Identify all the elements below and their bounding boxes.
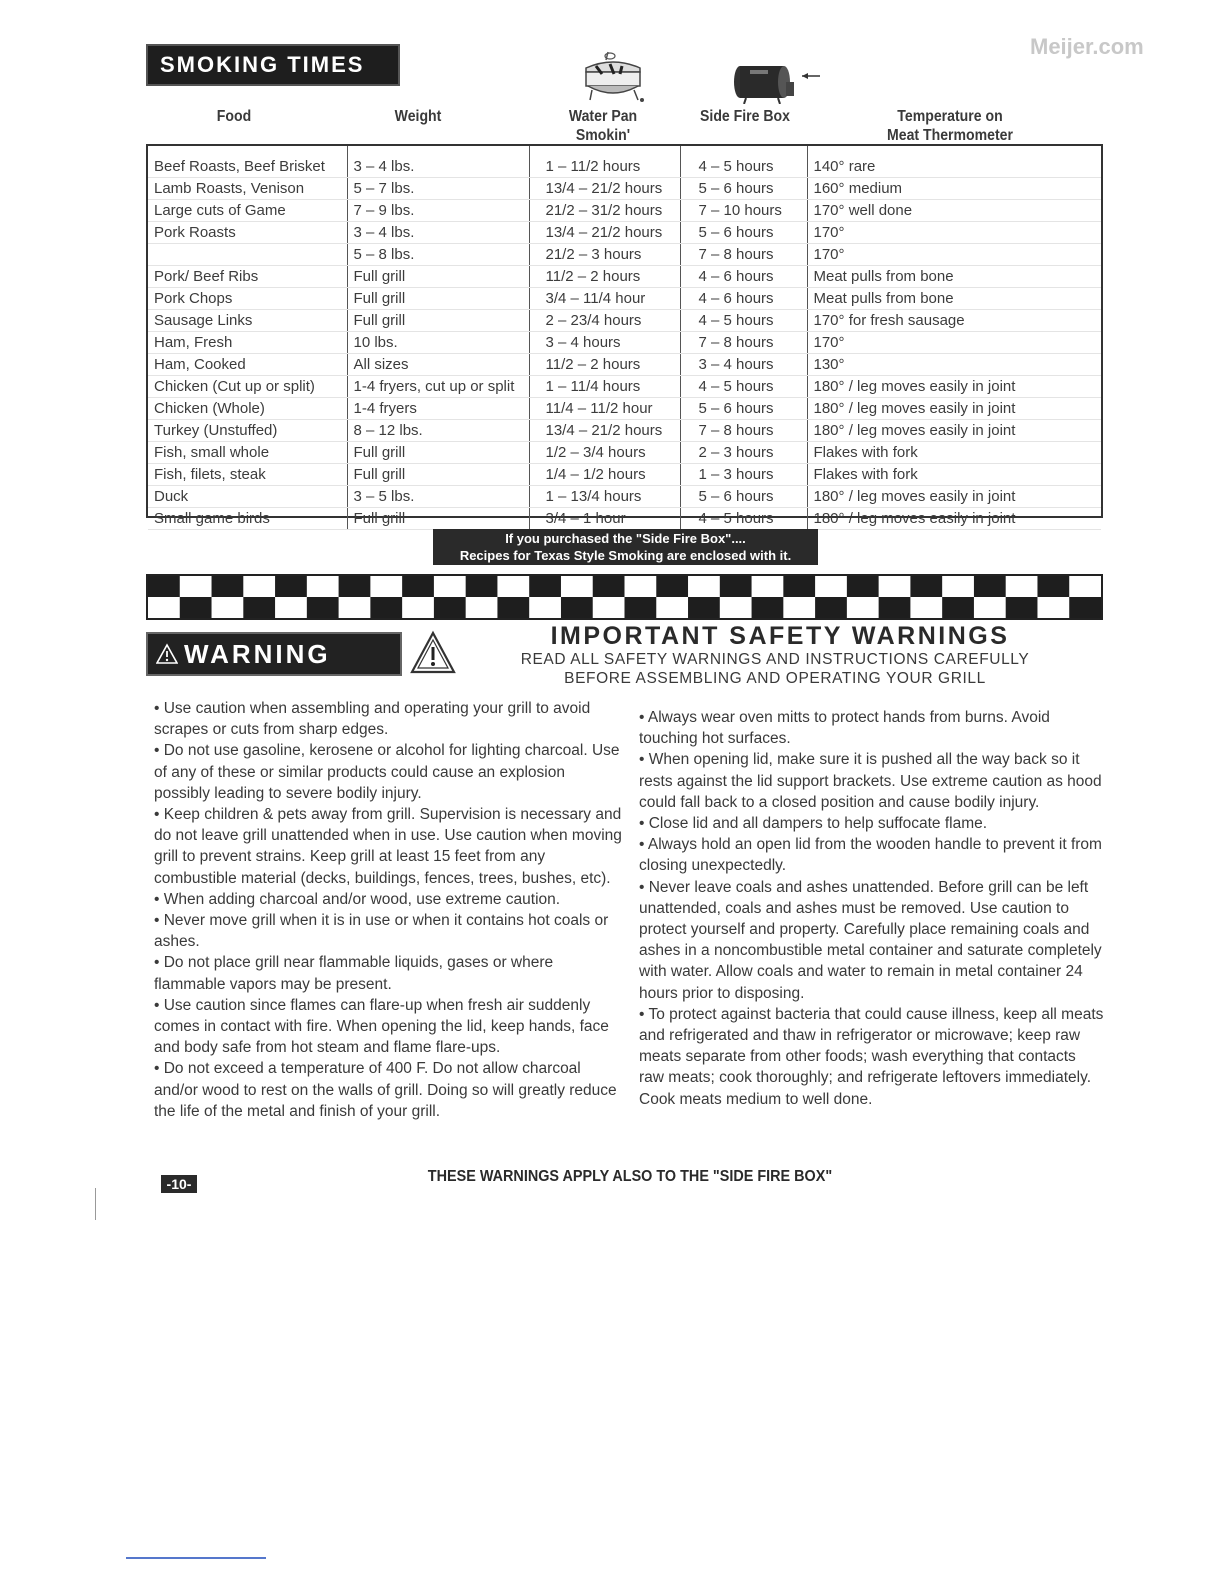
water-smoker-icon	[580, 50, 646, 104]
checker-square	[847, 597, 879, 618]
safety-subtitle-line2: BEFORE ASSEMBLING AND OPERATING YOUR GRILL	[564, 670, 986, 687]
cell-weight: Full grill	[347, 508, 529, 530]
cell-weight: 3 – 5 lbs.	[347, 486, 529, 508]
cell-temperature: 180° / leg moves easily in joint	[807, 486, 1101, 508]
checker-square	[339, 597, 371, 618]
checker-square	[466, 576, 498, 597]
checker-square	[783, 597, 815, 618]
cell-side-fire: 7 – 8 hours	[680, 420, 807, 442]
cell-weight: 5 – 8 lbs.	[347, 244, 529, 266]
checker-square	[1006, 597, 1038, 618]
cell-temperature: Flakes with fork	[807, 442, 1101, 464]
cell-side-fire: 2 – 3 hours	[680, 442, 807, 464]
cell-side-fire: 7 – 8 hours	[680, 244, 807, 266]
table-row	[148, 222, 1101, 244]
cell-food: Chicken (Whole)	[148, 398, 347, 420]
checkered-divider	[146, 574, 1103, 620]
header-temperature-line2: Meat Thermometer	[887, 127, 1013, 144]
warning-bullet: • Do not use gasoline, kerosene or alcohol for lighting charcoal. Use of any of these or similar products could cause an explosion possibly leading to severe bodily injury.	[154, 742, 620, 802]
checker-square	[497, 597, 529, 618]
table-row	[148, 310, 1101, 332]
cell-side-fire: 4 – 5 hours	[680, 146, 807, 178]
page-number: -10-	[161, 1175, 197, 1193]
checker-square	[1069, 597, 1101, 618]
checker-square	[942, 597, 974, 618]
cell-water-pan: 1 – 11/4 hours	[529, 376, 680, 398]
warning-bullet: • Use caution since flames can flare-up when fresh air suddenly comes in contact with fire. When opening the lid, keep hands, face and body safe from hot steam and flame flare-ups.	[154, 996, 609, 1057]
cell-temperature: 180° / leg moves easily in joint	[807, 508, 1101, 530]
checker-square	[879, 576, 911, 597]
cell-water-pan: 3/4 – 11/4 hour	[529, 288, 680, 310]
cell-water-pan: 13/4 – 21/2 hours	[529, 222, 680, 244]
cell-water-pan: 1 – 11/2 hours	[529, 146, 680, 178]
cell-food: Fish, small whole	[148, 442, 347, 464]
header-side-fire-box: Side Fire Box	[700, 108, 790, 125]
cell-temperature: 170° well done	[807, 200, 1101, 222]
table-row	[148, 354, 1101, 376]
checker-square	[529, 576, 561, 597]
table-row	[148, 464, 1101, 486]
checker-square	[370, 576, 402, 597]
table-row	[148, 486, 1101, 508]
checker-square	[688, 576, 720, 597]
table-row	[148, 244, 1101, 266]
cell-side-fire: 4 – 5 hours	[680, 376, 807, 398]
safety-subtitle-line1: READ ALL SAFETY WARNINGS AND INSTRUCTIONS CAREFULLY	[520, 651, 1030, 668]
checker-square	[402, 597, 434, 618]
safety-subtitle	[470, 650, 1080, 688]
table-row	[148, 376, 1101, 398]
cell-weight: All sizes	[347, 354, 529, 376]
checker-square	[339, 576, 371, 597]
warning-bullet: • When opening lid, make sure it is pushed all the way back so it rests against the lid support brackets. Use extreme caution as hood could fall back to a closed position and cause bodily injury.	[639, 751, 1102, 811]
checker-square	[1037, 597, 1069, 618]
checker-square	[243, 576, 275, 597]
checker-square	[720, 597, 752, 618]
cell-food: Pork/ Beef Ribs	[148, 266, 347, 288]
checker-square	[212, 576, 244, 597]
checker-square	[974, 576, 1006, 597]
warning-bullet: • Keep children & pets away from grill. Supervision is necessary and do not leave grill unattended when in use. Use caution when moving grill to prevent strains. Keep grill at least 15 feet from any combustible material (decks, buildings, fences, trees, bushes, etc).	[154, 806, 622, 887]
cell-temperature: Meat pulls from bone	[807, 288, 1101, 310]
banner-line1: If you purchased the "Side Fire Box"....	[505, 531, 746, 546]
checker-square	[275, 597, 307, 618]
cell-temperature: 180° / leg moves easily in joint	[807, 420, 1101, 442]
footer-note: THESE WARNINGS APPLY ALSO TO THE "SIDE FIRE BOX"	[427, 1168, 833, 1185]
cell-water-pan: 1/4 – 1/2 hours	[529, 464, 680, 486]
checker-square	[466, 597, 498, 618]
checker-square	[529, 597, 561, 618]
table-row	[148, 288, 1101, 310]
cell-weight: Full grill	[347, 464, 529, 486]
checker-square	[1006, 576, 1038, 597]
checker-square	[148, 597, 180, 618]
cell-temperature: 140° rare	[807, 146, 1101, 178]
checker-square	[815, 597, 847, 618]
cell-water-pan: 1/2 – 3/4 hours	[529, 442, 680, 464]
cell-water-pan: 13/4 – 21/2 hours	[529, 420, 680, 442]
side-fire-box-banner	[433, 529, 818, 565]
cell-water-pan: 21/2 – 3 hours	[529, 244, 680, 266]
cell-side-fire: 4 – 6 hours	[680, 266, 807, 288]
warning-bullet: • Never leave coals and ashes unattended. Before grill can be left unattended, coals and ashes must be removed. Use caution to protect yourself and property. Carefully place remaining coals and ashes in a noncombustible metal container and saturate completely with water. Allow coals and water to remain in metal container 24 hours prior to disposing.	[639, 878, 1102, 1002]
cell-weight: Full grill	[347, 442, 529, 464]
checker-square	[625, 597, 657, 618]
checker-square	[275, 576, 307, 597]
cell-weight: 7 – 9 lbs.	[347, 200, 529, 222]
cell-food: Large cuts of Game	[148, 200, 347, 222]
table-row	[148, 442, 1101, 464]
table-row	[148, 508, 1101, 530]
checker-square	[434, 597, 466, 618]
checker-square	[783, 576, 815, 597]
checker-square	[625, 576, 657, 597]
cell-weight: Full grill	[347, 288, 529, 310]
cell-side-fire: 5 – 6 hours	[680, 178, 807, 200]
checker-square	[847, 576, 879, 597]
table-row	[148, 266, 1101, 288]
cell-food: Beef Roasts, Beef Brisket	[148, 146, 347, 178]
warning-bullet: • Do not place grill near flammable liquids, gases or where flammable vapors may be present.	[154, 954, 554, 993]
cell-temperature: 170°	[807, 222, 1101, 244]
cell-temperature: Meat pulls from bone	[807, 266, 1101, 288]
checker-square	[402, 576, 434, 597]
cell-side-fire: 3 – 4 hours	[680, 354, 807, 376]
cell-temperature: Flakes with fork	[807, 464, 1101, 486]
cell-weight: 10 lbs.	[347, 332, 529, 354]
cell-weight: 1-4 fryers	[347, 398, 529, 420]
watermark: Meijer.com	[1030, 34, 1144, 59]
cell-weight: Full grill	[347, 266, 529, 288]
right-warnings	[639, 707, 1105, 1110]
side-fire-box-icon	[732, 62, 822, 104]
cell-water-pan: 2 – 23/4 hours	[529, 310, 680, 332]
checker-square	[752, 576, 784, 597]
cell-side-fire: 5 – 6 hours	[680, 398, 807, 420]
header-water-pan	[548, 107, 659, 145]
cell-side-fire: 4 – 5 hours	[680, 310, 807, 332]
warning-bullet: • Never move grill when it is in use or when it contains hot coals or ashes.	[154, 912, 609, 951]
cell-temperature: 160° medium	[807, 178, 1101, 200]
table-row	[148, 420, 1101, 442]
cell-water-pan: 11/2 – 2 hours	[529, 354, 680, 376]
cell-side-fire: 4 – 6 hours	[680, 288, 807, 310]
checker-square	[910, 597, 942, 618]
cell-weight: 3 – 4 lbs.	[347, 222, 529, 244]
margin-mark	[95, 1188, 96, 1220]
table-row	[148, 200, 1101, 222]
cell-side-fire: 7 – 10 hours	[680, 200, 807, 222]
cell-side-fire: 7 – 8 hours	[680, 332, 807, 354]
header-temperature	[862, 107, 1038, 145]
header-water-pan-line2: Smokin'	[575, 127, 631, 144]
cell-temperature: 130°	[807, 354, 1101, 376]
checker-square	[1069, 576, 1101, 597]
cell-side-fire: 5 – 6 hours	[680, 486, 807, 508]
warning-text: WARNING	[184, 638, 331, 669]
header-weight: Weight	[394, 108, 442, 125]
cell-water-pan: 13/4 – 21/2 hours	[529, 178, 680, 200]
warning-bullet: • To protect against bacteria that could cause illness, keep all meats and refrigerated and thaw in refrigerator or microwave; keep raw meats separate from other foods; wash everything that contacts raw meats; cook thoroughly; and refrigerate leftovers immediately. Cook meats medium to well done.	[639, 1005, 1104, 1108]
checker-square	[561, 576, 593, 597]
cell-food: Ham, Fresh	[148, 332, 347, 354]
cell-temperature: 170°	[807, 244, 1101, 266]
cell-weight: 8 – 12 lbs.	[347, 420, 529, 442]
cell-food: Lamb Roasts, Venison	[148, 178, 347, 200]
header-food: Food	[216, 108, 252, 125]
cell-water-pan: 1 – 13/4 hours	[529, 486, 680, 508]
cell-side-fire: 5 – 6 hours	[680, 222, 807, 244]
checker-square	[180, 597, 212, 618]
cell-temperature: 170° for fresh sausage	[807, 310, 1101, 332]
bottom-link-line	[126, 1557, 266, 1559]
cell-temperature: 180° / leg moves easily in joint	[807, 376, 1101, 398]
cell-weight: 5 – 7 lbs.	[347, 178, 529, 200]
warning-bullet: • Use caution when assembling and operating your grill to avoid scrapes or cuts from sharp edges.	[154, 700, 591, 739]
table-row	[148, 398, 1101, 420]
cell-food: Pork Roasts	[148, 222, 347, 244]
section-title: SMOKING TIMES	[146, 44, 400, 86]
cell-weight: Full grill	[347, 310, 529, 332]
table-row	[148, 332, 1101, 354]
checker-square	[593, 576, 625, 597]
cell-water-pan: 11/2 – 2 hours	[529, 266, 680, 288]
cell-food: Pork Chops	[148, 288, 347, 310]
header-temperature-line1: Temperature on	[897, 108, 1003, 125]
checker-square	[752, 597, 784, 618]
warning-bullet: • When adding charcoal and/or wood, use extreme caution.	[154, 890, 561, 908]
checker-square	[974, 597, 1006, 618]
cell-food: Chicken (Cut up or split)	[148, 376, 347, 398]
warning-triangle-icon	[410, 630, 456, 676]
cell-temperature: 170°	[807, 332, 1101, 354]
warning-bullet: • Do not exceed a temperature of 400 F. Do not allow charcoal and/or wood to rest on the walls of grill. Doing so will greatly reduce the life of the metal and finish of your grill.	[154, 1060, 617, 1120]
checker-square	[434, 576, 466, 597]
smoking-times-table	[146, 144, 1103, 527]
cell-food: Small game birds	[148, 508, 347, 530]
checker-square	[212, 597, 244, 618]
cell-food: Ham, Cooked	[148, 354, 347, 376]
cell-side-fire: 1 – 3 hours	[680, 464, 807, 486]
header-water-pan-line1: Water Pan	[568, 108, 638, 125]
cell-food: Sausage Links	[148, 310, 347, 332]
checker-square	[815, 576, 847, 597]
cell-water-pan: 21/2 – 31/2 hours	[529, 200, 680, 222]
table-row	[148, 146, 1101, 178]
cell-water-pan: 11/4 – 11/2 hour	[529, 398, 680, 420]
cell-water-pan: 3 – 4 hours	[529, 332, 680, 354]
checker-square	[307, 597, 339, 618]
checker-square	[370, 597, 402, 618]
safety-title: IMPORTANT SAFETY WARNINGS	[550, 622, 1010, 650]
left-warnings	[154, 698, 624, 1122]
warning-bullet: • Always hold an open lid from the wooden handle to prevent it from closing unexpectedly.	[639, 836, 1102, 875]
checker-square	[656, 597, 688, 618]
cell-weight: 3 – 4 lbs.	[347, 146, 529, 178]
checker-square	[910, 576, 942, 597]
checker-square	[593, 597, 625, 618]
warning-bullet: • Close lid and all dampers to help suffocate flame.	[639, 815, 988, 833]
table-row	[148, 178, 1101, 200]
checker-square	[148, 576, 180, 597]
warning-bullet: • Always wear oven mitts to protect hands from burns. Avoid touching hot surfaces.	[639, 709, 1050, 748]
cell-water-pan: 3/4 – 1 hour	[529, 508, 680, 530]
cell-food	[148, 244, 347, 266]
cell-food: Turkey (Unstuffed)	[148, 420, 347, 442]
checker-square	[307, 576, 339, 597]
cell-food: Duck	[148, 486, 347, 508]
cell-temperature: 180° / leg moves easily in joint	[807, 398, 1101, 420]
cell-food: Fish, filets, steak	[148, 464, 347, 486]
checker-square	[720, 576, 752, 597]
checker-square	[942, 576, 974, 597]
cell-weight: 1-4 fryers, cut up or split	[347, 376, 529, 398]
checker-square	[688, 597, 720, 618]
banner-line2: Recipes for Texas Style Smoking are enclosed with it.	[459, 548, 792, 563]
cell-side-fire: 4 – 5 hours	[680, 508, 807, 530]
checker-square	[243, 597, 275, 618]
checker-square	[879, 597, 911, 618]
warning-triangle-small-icon	[156, 643, 178, 665]
warning-label	[146, 632, 402, 676]
checker-square	[497, 576, 529, 597]
checker-square	[656, 576, 688, 597]
checker-square	[561, 597, 593, 618]
checker-square	[1037, 576, 1069, 597]
checker-square	[180, 576, 212, 597]
